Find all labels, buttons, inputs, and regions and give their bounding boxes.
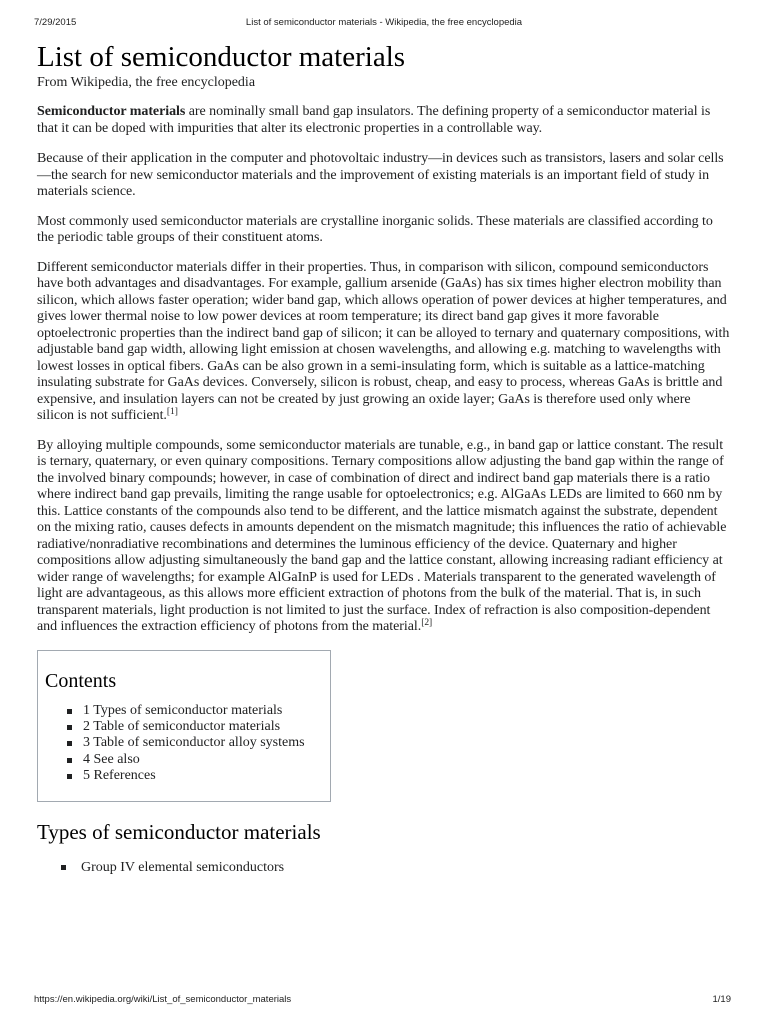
list-item-group-iv: Group IV elemental semiconductors: [61, 859, 730, 876]
section-heading-types: Types of semiconductor materials: [37, 819, 321, 844]
site-subtitle: From Wikipedia, the free encyclopedia: [37, 75, 256, 90]
toc-item-table-materials[interactable]: 2 Table of semiconductor materials: [63, 719, 330, 735]
toc-item-references[interactable]: 5 References: [63, 768, 330, 784]
paragraph-alloying-text: By alloying multiple compounds, some semiconductor materials are tunable, e.g., in band gap or lattice constant. The result is ternary, quaternary, or even quinary compositions. Ternary compositions allow adjusting the band gap within the range of the involved binary compounds; however, in case of combination of direct and indirect band gap materials there is a ratio where indirect band gap prevails, limiting the range usable for optoelectronics; e.g. AlGaAs LEDs are limited to 660 nm by this. Lattice constants of the compounds also tend to be different, and the lattice mismatch against the substrate, dependent on the mixing ratio, causes defects in amounts dependent on the mismatch magnitude; this influences the ratio of achievable radiative/nonradiative recombinations and determines the luminous efficiency of the device. Quaternary and higher compositions allow adjusting simultaneously the band gap and the lattice constant, allowing increasing radiant efficiency at wider range of wavelengths; for example AlGaInP is used for LEDs . Materials transparent to the generated wavelength of light are advantageous, as this allows more efficient extraction of photons from the bulk of the material. That is, in such transparent materials, light production is not limited to just the surface. Index of refraction is also composition-dependent and influences the extraction efficiency of photons from the material.: [37, 437, 727, 634]
toc-item-see-also[interactable]: 4 See also: [63, 752, 330, 768]
toc-item-table-alloys[interactable]: 3 Table of semiconductor alloy systems: [63, 735, 330, 751]
intro-text: are nominally small band gap insulators. The defining property of a semiconductor material is that it can be doped with impurities that alter its electronic properties in a controllable way.: [37, 104, 711, 136]
section-types-list: [37, 859, 730, 876]
print-footer: [0, 994, 768, 1006]
print-date: 7/29/2015: [34, 17, 77, 28]
intro-bold-term: Semiconductor materials: [37, 104, 186, 119]
intro-paragraph: [37, 104, 730, 137]
article-content: [37, 40, 730, 876]
toc-item-types[interactable]: 1 Types of semiconductor materials: [63, 703, 330, 719]
paragraph-alloying: [37, 438, 730, 636]
print-url: https://en.wikipedia.org/wiki/List_of_semiconductor_materials: [34, 994, 292, 1005]
paragraph-properties-text: Different semiconductor materials differ in their properties. Thus, in comparison with silicon, compound semiconductors have both advantages and disadvantages. For example, gallium arsenide (GaAs) has six times higher electron mobility than silicon, which allows faster operation; wider band gap, which allows operation of power devices at higher temperatures, and gives lower thermal noise to low power devices at room temperature; its direct band gap gives it more favorable optoelectronic properties than the indirect band gap of silicon; it can be alloyed to ternary and quaternary compositions, with adjustable band gap width, allowing light emission at chosen wavelengths, and allowing e.g. matching to wavelengths with lowest losses in optical fibers. GaAs can be also grown in a semi-insulating form, which is suitable as a lattice-matching insulating substrate for GaAs devices. Conversely, silicon is robust, cheap, and easy to process, whereas GaAs is brittle and expensive, and insulation layers can not be created by just growing an oxide layer; GaAs is therefore used only where silicon is not sufficient.: [37, 259, 730, 423]
reference-link-2[interactable]: [2]: [421, 618, 433, 628]
paragraph-applications: Because of their application in the computer and photovoltaic industry—in devices such as transistors, lasers and solar cells—the search for new semiconductor materials and the improvement of existing materials is an important field of study in materials science.: [37, 151, 724, 199]
paragraph-properties: [37, 260, 730, 425]
reference-link-1[interactable]: [1]: [166, 407, 178, 417]
page-title: List of semiconductor materials: [37, 41, 406, 73]
toc-title: Contents: [45, 669, 117, 692]
paragraph-classification: Most commonly used semiconductor materials are crystalline inorganic solids. These materials are classified according to the periodic table groups of their constituent atoms.: [37, 213, 713, 245]
table-of-contents: [37, 650, 331, 802]
print-page-title: List of semiconductor materials - Wikipedia, the free encyclopedia: [245, 17, 523, 28]
toc-list: [38, 703, 330, 785]
print-page-number: 1/19: [712, 994, 731, 1005]
print-header: [0, 17, 768, 29]
